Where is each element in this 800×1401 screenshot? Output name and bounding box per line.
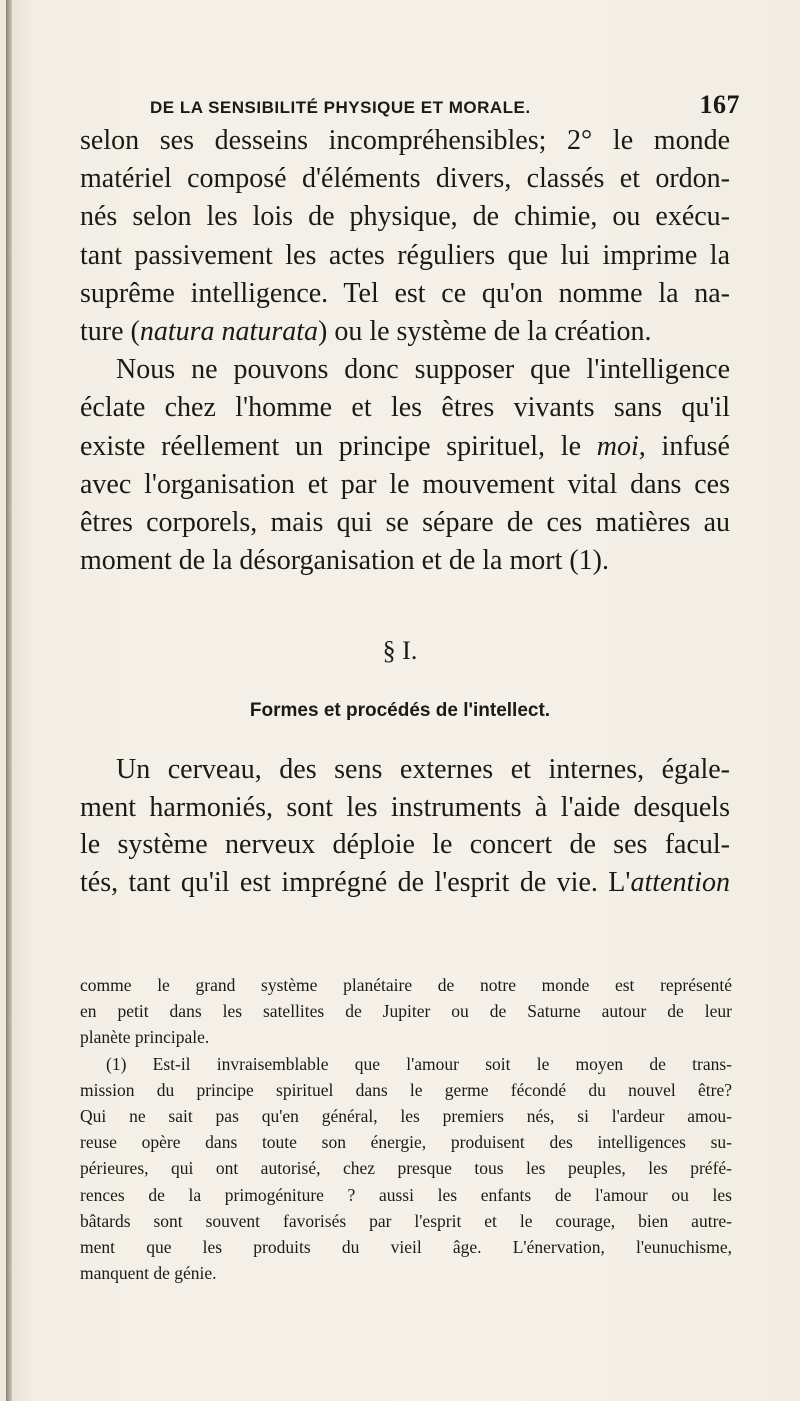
footnote-line: mission du principe spirituel dans le germe fécondé du nouvel être? bbox=[80, 1079, 732, 1100]
italic-term: moi, bbox=[596, 430, 646, 462]
text-line bbox=[80, 864, 730, 902]
text-fragment: tés, tant qu'il est imprégné de l'esprit de vie. L' bbox=[80, 866, 631, 898]
page-number: 167 bbox=[699, 90, 740, 119]
text-line: éclate chez l'homme et les êtres vivants sans qu'il bbox=[80, 392, 730, 424]
text-line: ment harmoniés, sont les instruments à l'aide desquels bbox=[80, 791, 730, 823]
text-line bbox=[80, 428, 730, 466]
text-line: Un cerveau, des sens externes et internes, égale- bbox=[116, 754, 730, 785]
text-line bbox=[80, 313, 730, 351]
footnote-line: rences de la primogéniture ? aussi les enfants de l'amour ou les bbox=[80, 1184, 732, 1205]
footnote-line: comme le grand système planétaire de notre monde est représenté bbox=[80, 975, 732, 995]
text-fragment: existe réellement un principe spirituel, le bbox=[80, 430, 597, 462]
footnote-line: ment que les produits du vieil âge. L'énervation, l'eunuchisme, bbox=[80, 1237, 732, 1258]
footnote-line: périeures, qui ont autorisé, chez presque tous les peuples, les préfé- bbox=[80, 1158, 732, 1179]
section-mark: § I. bbox=[382, 636, 418, 665]
main-text-upper bbox=[80, 122, 730, 580]
text-line: Nous ne pouvons donc supposer que l'intelligence bbox=[116, 354, 730, 386]
italic-term: attention bbox=[630, 866, 730, 898]
section-title: Formes et procédés de l'intellect. bbox=[249, 700, 551, 721]
footnotes bbox=[80, 972, 732, 1286]
footnote-line: en petit dans les satellites de Jupiter ou de Saturne autour de leur bbox=[80, 1001, 732, 1022]
text-line: le système nerveux déploie le concert de ses facul- bbox=[80, 829, 730, 860]
footnote-line: (1) Est-il invraisemblable que l'amour soit le moyen de trans- bbox=[106, 1053, 732, 1074]
footnote-line: reuse opère dans toute son énergie, produisent des intelligences su- bbox=[80, 1132, 732, 1153]
footnote-line: planète principale. bbox=[80, 1027, 210, 1048]
text-fragment: infusé bbox=[645, 430, 730, 462]
footnote-line: bâtards sont souvent favorisés par l'esprit et le courage, bien autre- bbox=[80, 1210, 732, 1231]
text-line: tant passivement les actes réguliers que lui imprime la bbox=[80, 239, 730, 271]
text-line: avec l'organisation et par le mouvement vital dans ces bbox=[80, 468, 730, 500]
text-line: êtres corporels, mais qui se sépare de ces matières au bbox=[80, 507, 730, 539]
text-line: moment de la désorganisation et de la mort (1). bbox=[80, 545, 610, 577]
text-line: matériel composé d'éléments divers, classés et ordon- bbox=[80, 163, 730, 195]
text-line: nés selon les lois de physique, de chimie, ou exécu- bbox=[80, 201, 730, 233]
running-head bbox=[150, 90, 740, 120]
text-line: suprême intelligence. Tel est ce qu'on nomme la na- bbox=[80, 277, 730, 309]
running-head-title: DE LA SENSIBILITÉ PHYSIQUE ET MORALE. bbox=[150, 98, 531, 117]
text-line: selon ses desseins incompréhensibles; 2° le monde bbox=[80, 125, 730, 156]
italic-term: natura naturata bbox=[139, 316, 318, 348]
footnote-line: Qui ne sait pas qu'en général, les premiers nés, si l'ardeur amou- bbox=[80, 1106, 732, 1127]
text-fragment: ) ou le système de la création. bbox=[318, 316, 652, 348]
text-fragment: ture ( bbox=[80, 316, 140, 348]
main-text-lower bbox=[80, 751, 730, 901]
footnote-line: manquent de génie. bbox=[80, 1263, 217, 1284]
